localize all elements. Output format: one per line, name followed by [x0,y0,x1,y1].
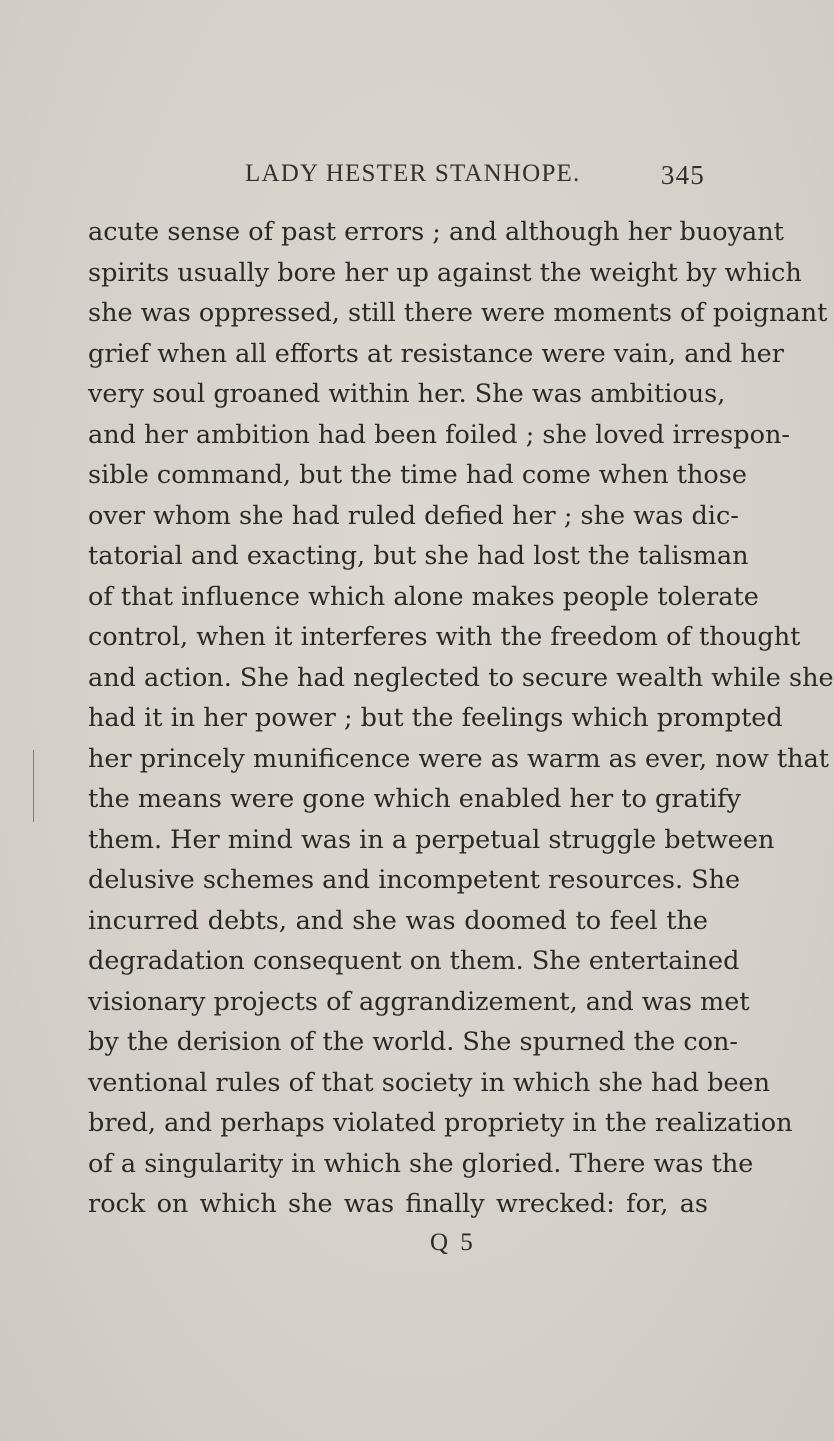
text-line: control, when it interferes with the freedom of thought [88,622,801,652]
text-line: incurred debts, and she was doomed to feel the [88,905,708,936]
text-line: tatorial and exacting, but she had lost the talisman [88,541,749,571]
text-line: very soul groaned within her. She was ambitious, [88,379,726,409]
text-line: acute sense of past errors ; and although her buoyant [88,217,784,247]
text-line: them. Her mind was in a perpetual struggle between [88,824,775,855]
text-line: grief when all efforts at resistance were vain, and her [88,338,784,369]
text-line: delusive schemes and incompetent resources. She [88,865,741,895]
text-line: degradation consequent on them. She entertained [88,946,740,976]
text-line: of that influence which alone makes people tolerate [88,581,759,612]
signature-mark: Q 5 [430,1228,476,1256]
text-line: and her ambition had been foiled ; she loved irrespon- [88,419,790,450]
margin-mark [33,750,34,822]
text-line: over whom she had ruled defied her ; she was dic- [88,500,739,531]
text-line: by the derision of the world. She spurned the con- [88,1027,739,1057]
text-line: sible command, but the time had come when those [88,460,747,490]
text-line: of a singularity in which she gloried. There was the [88,1148,754,1179]
text-line: she was oppressed, still there were moments of poignant [88,298,828,328]
text-line: had it in her power ; but the feelings which prompted [88,703,783,733]
page-number: 345 [660,160,705,190]
text-line: bred, and perhaps violated propriety in the realization [88,1108,793,1138]
text-line: rock on which she was finally wrecked: for, as [88,1189,708,1219]
text-line: visionary projects of aggrandizement, and was met [88,986,750,1017]
text-line: and action. She had neglected to secure wealth while she [88,662,834,693]
text-line: her princely munificence were as warm as ever, now that [88,743,830,774]
running-title: LADY HESTER STANHOPE. [245,160,581,187]
text-line: the means were gone which enabled her to gratify [88,784,741,814]
text-line: ventional rules of that society in which she had been [88,1067,771,1098]
page-header [245,160,705,200]
text-line: spirits usually bore her up against the weight by which [88,257,802,288]
